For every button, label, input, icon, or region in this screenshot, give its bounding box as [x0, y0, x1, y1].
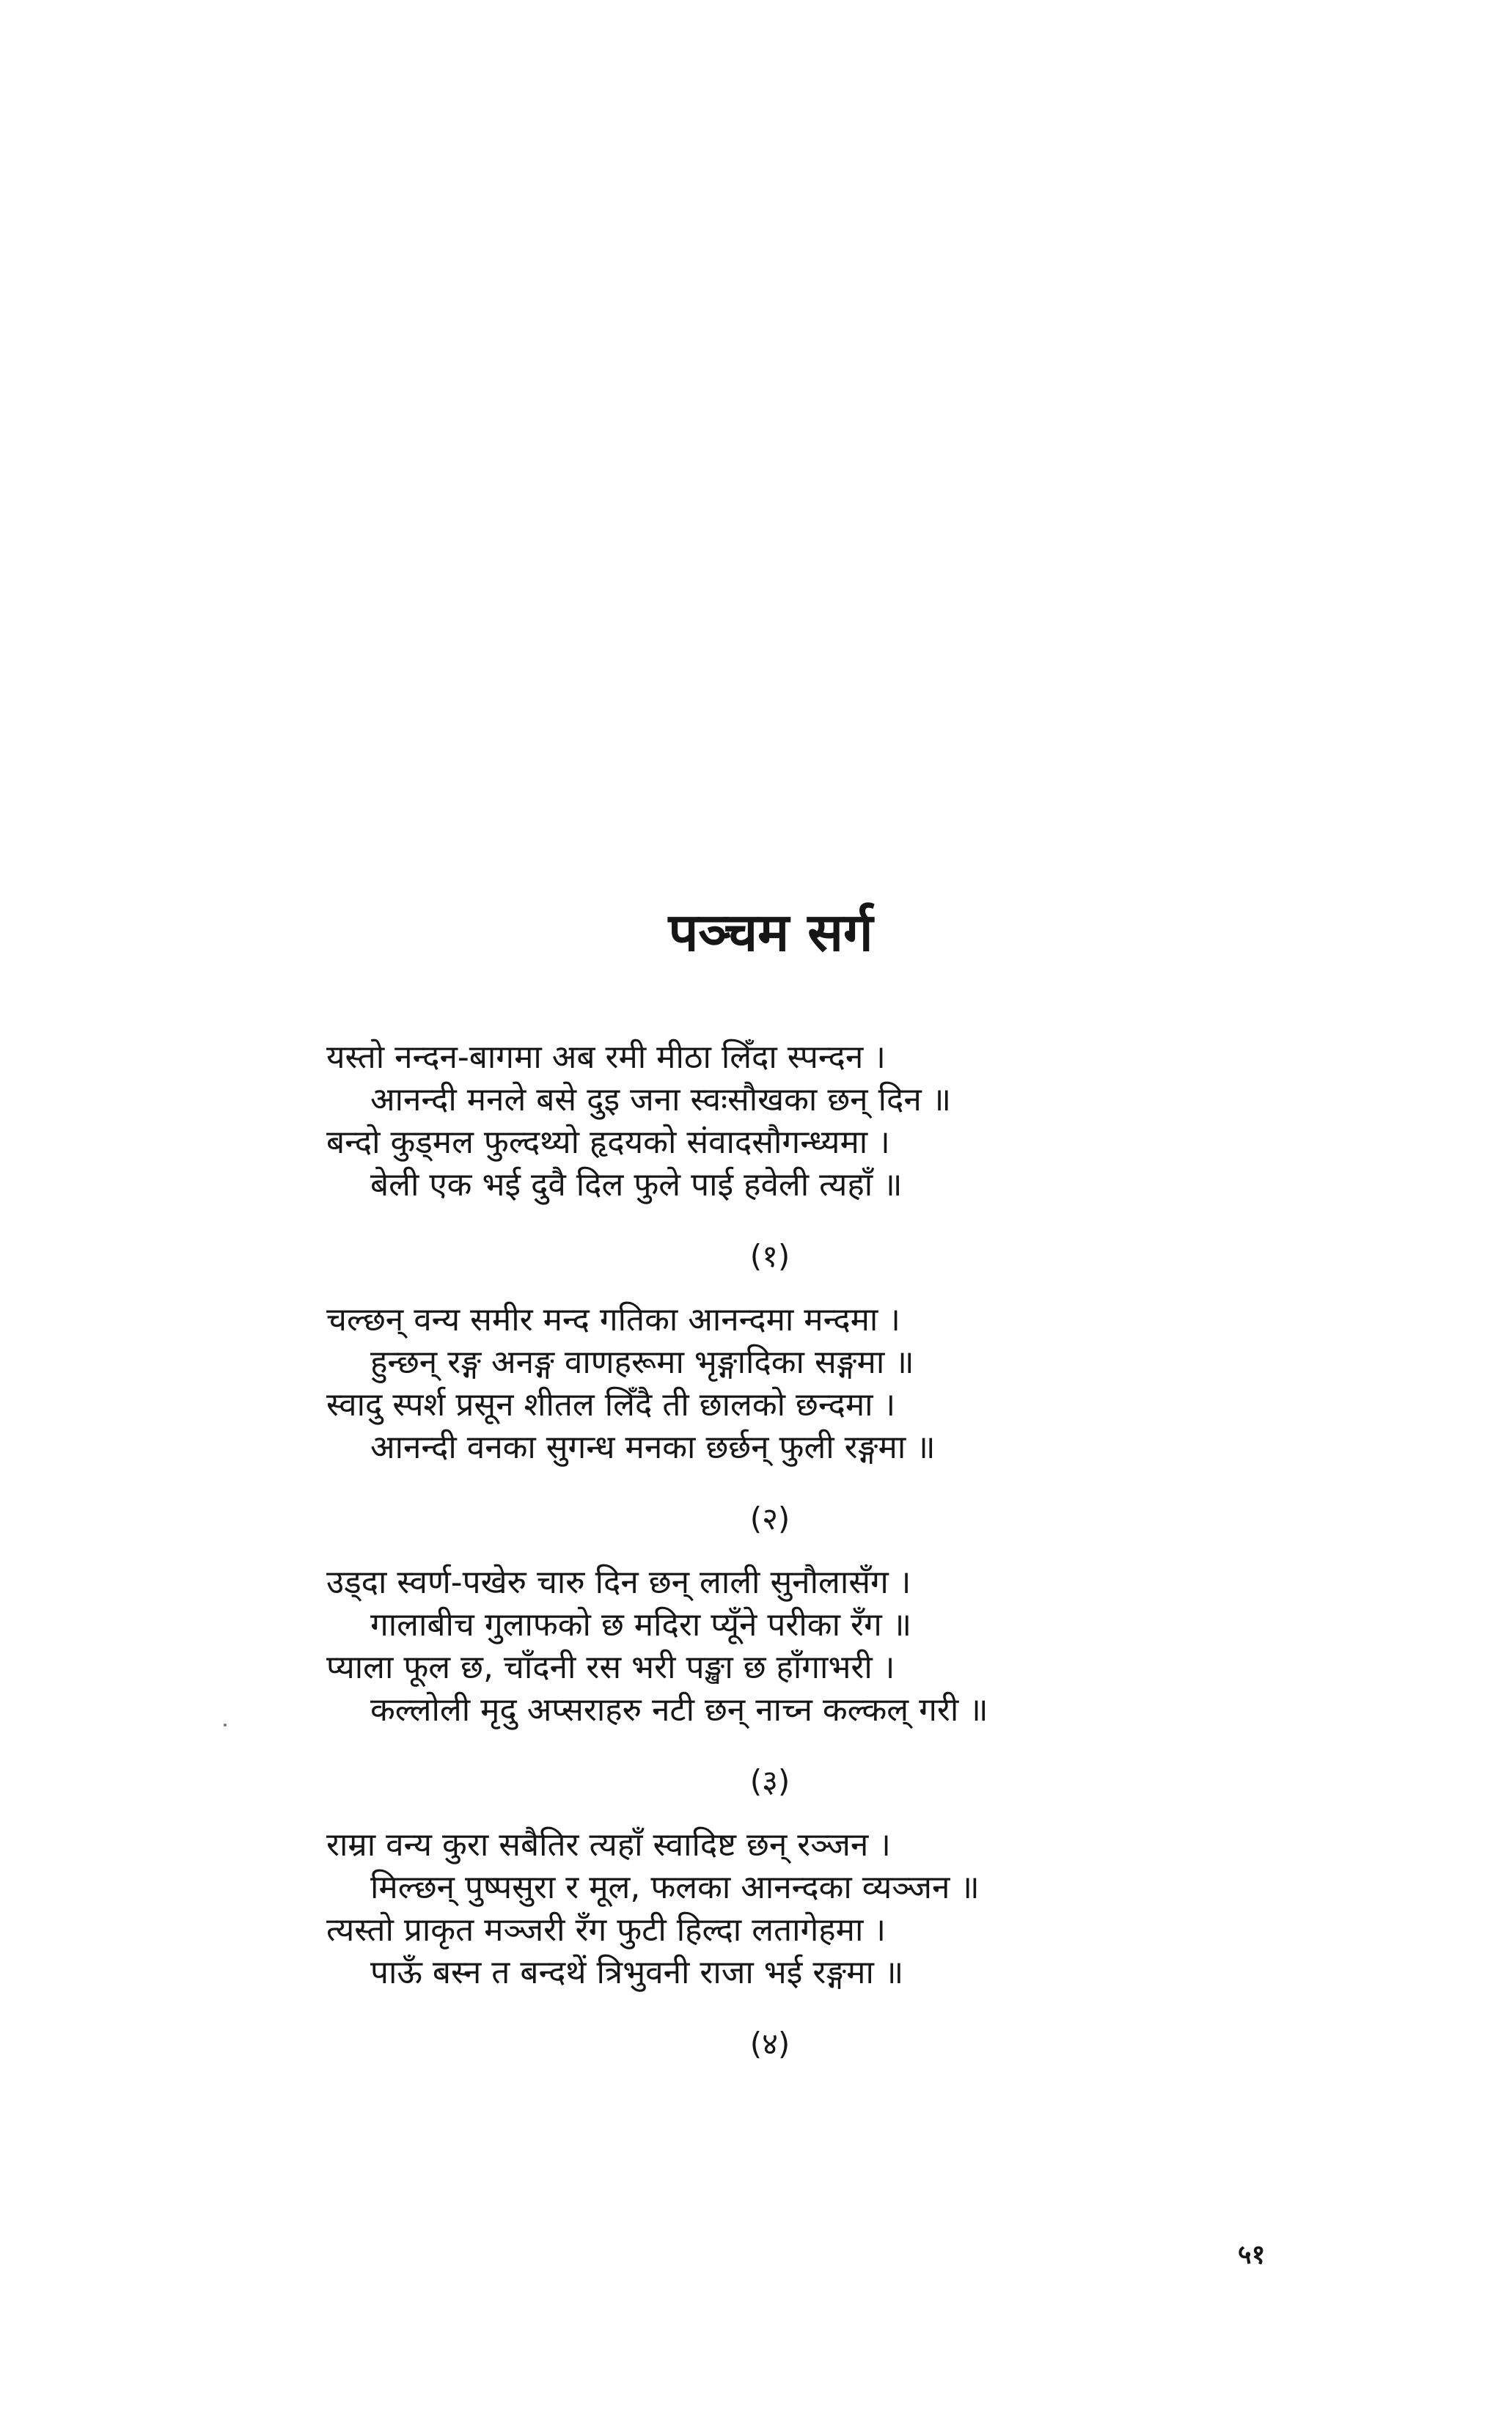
- stanza-1: [326, 1041, 1155, 1273]
- verse-line: राम्रा वन्य कुरा सबैतिर त्यहाँ स्वादिष्ट छन् रञ्जन ।: [326, 1826, 891, 1864]
- verse-line: प्याला फूल छ, चाँदनी रस भरी पङ्खा छ हाँगाभरी ।: [326, 1649, 895, 1686]
- verse-line: मिल्छन् पुष्पसुरा र मूल, फलका आनन्दका व्यञ्जन ॥: [370, 1869, 980, 1906]
- stanza-4: [326, 1826, 1155, 2062]
- verse-line: यस्तो नन्दन-बागमा अब रमी मीठा लिँदा स्पन्दन ।: [326, 1039, 886, 1076]
- stanza-number: (२): [749, 1501, 790, 1537]
- page-title: पञ्चम सर्ग: [668, 901, 873, 963]
- stanza-number: (४): [749, 2026, 790, 2062]
- verse-line: हुन्छन् रङ्ग अनङ्ग वाणहरूमा भृङ्गादिका सङ्गमा ॥: [370, 1344, 914, 1381]
- verse-line: गालाबीच गुलाफको छ मदिरा प्यूँने परीका रँग ॥: [370, 1606, 912, 1644]
- verse-line: आनन्दी मनले बसे दुइ जना स्वःसौखका छन् दिन ॥: [370, 1081, 952, 1118]
- verse-line: त्यस्तो प्राकृत मञ्जरी रँग फुटी हिल्दा लतागेहमा ।: [326, 1911, 887, 1949]
- poem: [326, 1041, 1155, 2092]
- stanza-number: (१): [749, 1238, 790, 1274]
- verse-line: बन्दो कुड्मल फुल्दथ्यो हृदयको संवादसौगन्ध्यमा ।: [326, 1124, 890, 1161]
- verse-line: आनन्दी वनका सुगन्ध मनका छर्छन् फुली रङ्गमा ॥: [370, 1429, 936, 1466]
- stanza-2: [326, 1301, 1155, 1537]
- print-speck: [224, 1724, 227, 1727]
- verse-line: उड्दा स्वर्ण-पखेरु चारु दिन छन् लाली सुनौलासँग ।: [326, 1564, 911, 1601]
- stanza-3: [326, 1564, 1155, 1799]
- page-number: ५१: [1238, 2240, 1266, 2270]
- verse-line: चल्छन् वन्य समीर मन्द गतिका आनन्दमा मन्दमा ।: [326, 1301, 900, 1339]
- stanza-number: (३): [749, 1763, 790, 1799]
- verse-line: कल्लोली मृदु अप्सराहरु नटी छन् नाच्न कल्कल् गरी ॥: [370, 1691, 988, 1729]
- verse-line: पाऊँ बस्न त बन्दथें त्रिभुवनी राजा भई रङ्गमा ॥: [370, 1954, 904, 1991]
- verse-line: बेली एक भई दुवै दिल फुले पाई हवेली त्यहाँ ॥: [370, 1166, 903, 1204]
- verse-line: स्वादु स्पर्श प्रसून शीतल लिँदै ती छालको छन्दमा ।: [326, 1386, 896, 1424]
